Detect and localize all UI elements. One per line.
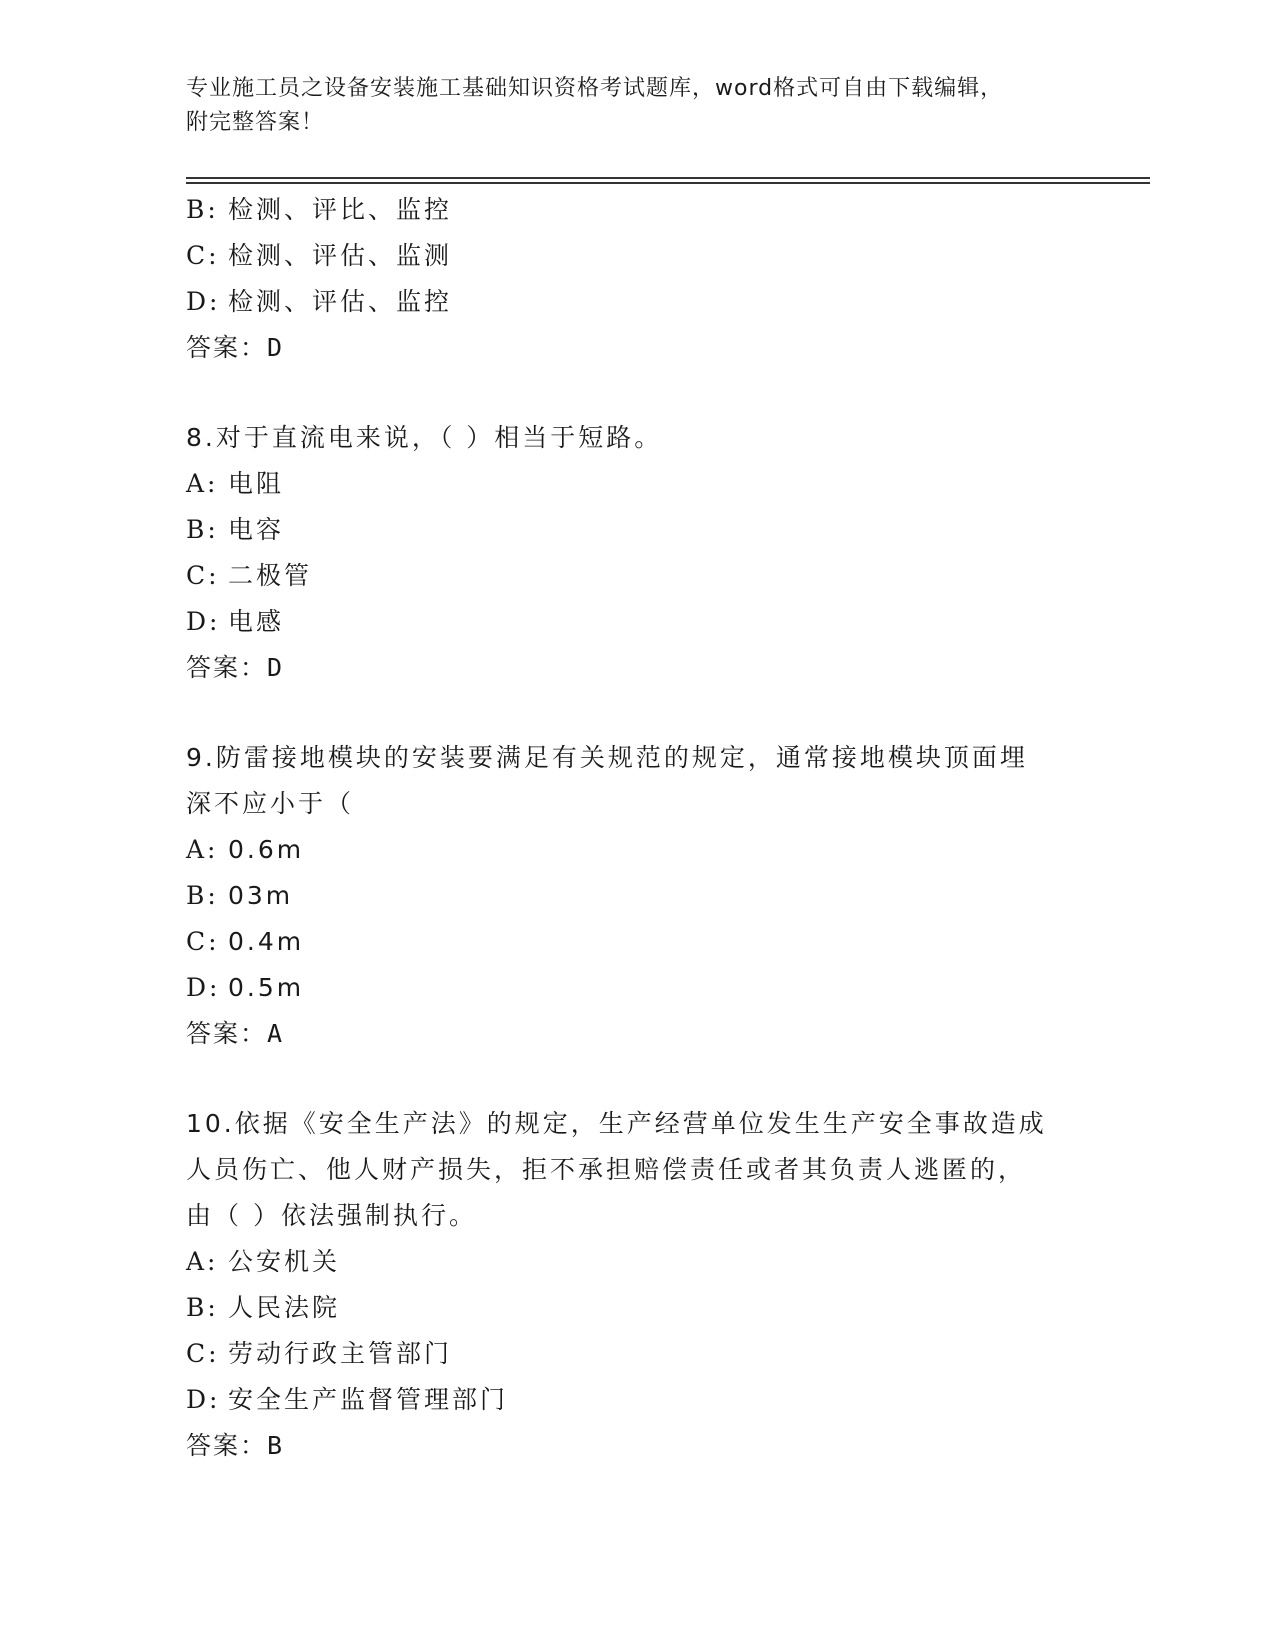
option-d [186,279,1086,325]
option-letter: A: [186,835,219,864]
option-letter: C: [186,1339,220,1368]
option-c [186,553,1086,599]
option-text: 检测、评估、监测 [228,241,453,270]
option-text: 电阻 [228,469,285,498]
header-divider-bottom [186,182,1150,184]
option-b [186,873,1086,919]
header-divider-top [186,177,1150,179]
option-text: 0.5m [228,973,305,1002]
option-text: 人民法院 [228,1293,341,1322]
spacer [186,1057,1086,1101]
option-letter: B: [186,1293,219,1322]
option-letter: D: [186,1385,221,1414]
option-b [186,507,1086,553]
option-text: 电容 [228,515,285,544]
option-c [186,919,1086,965]
answer-line: 答案：D [186,333,285,362]
document-header [186,72,1086,140]
question-block-8 [186,415,1086,691]
option-d [186,1377,1086,1423]
option-text: 0.4m [228,927,305,956]
option-text: 二极管 [228,561,313,590]
option-text: 劳动行政主管部门 [228,1339,453,1368]
answer-line: 答案：D [186,653,285,682]
option-c [186,1331,1086,1377]
option-d [186,599,1086,645]
answer-line: 答案：A [186,1019,285,1048]
option-text: 检测、评估、监控 [228,287,453,316]
question-stem-line-3: 由（ ）依法强制执行。 [186,1201,477,1230]
answer-line: 答案：B [186,1431,285,1460]
question-block-7 [186,187,1086,371]
option-d [186,965,1086,1011]
question-block-10 [186,1101,1086,1469]
spacer [186,371,1086,415]
option-letter: A: [186,469,219,498]
question-stem-line-2: 人员伤亡、他人财产损失，拒不承担赔偿责任或者其负责人逃匿的， [186,1155,1027,1184]
question-block-9 [186,735,1086,1057]
option-letter: D: [186,973,221,1002]
header-line-2: 附完整答案！ [186,110,325,135]
option-a [186,827,1086,873]
option-text: 电感 [228,607,285,636]
option-b [186,1285,1086,1331]
option-text: 安全生产监督管理部门 [228,1385,509,1414]
option-text: 公安机关 [228,1247,341,1276]
option-c [186,233,1086,279]
question-stem-line-1: 9.防雷接地模块的安装要满足有关规范的规定，通常接地模块顶面埋 [186,743,1028,772]
option-text: 检测、评比、监控 [228,195,453,224]
option-letter: C: [186,561,220,590]
option-letter: C: [186,241,220,270]
option-letter: B: [186,515,219,544]
spacer [186,691,1086,735]
option-a [186,1239,1086,1285]
option-letter: B: [186,881,219,910]
question-stem: 8.对于直流电来说，（ ）相当于短路。 [186,423,663,452]
question-list [186,187,1086,1469]
question-stem-line-2: 深不应小于（ [186,789,355,818]
option-letter: D: [186,287,221,316]
question-stem-line-1: 10.依据《安全生产法》的规定，生产经营单位发生生产安全事故造成 [186,1109,1047,1138]
option-text: 0.6m [228,835,305,864]
option-text: 03m [228,881,294,910]
option-b [186,187,1086,233]
option-a [186,461,1086,507]
option-letter: C: [186,927,220,956]
option-letter: B: [186,195,219,224]
option-letter: A: [186,1247,219,1276]
header-line-1: 专业施工员之设备安装施工基础知识资格考试题库，word格式可自由下载编辑， [186,76,1004,101]
option-letter: D: [186,607,221,636]
